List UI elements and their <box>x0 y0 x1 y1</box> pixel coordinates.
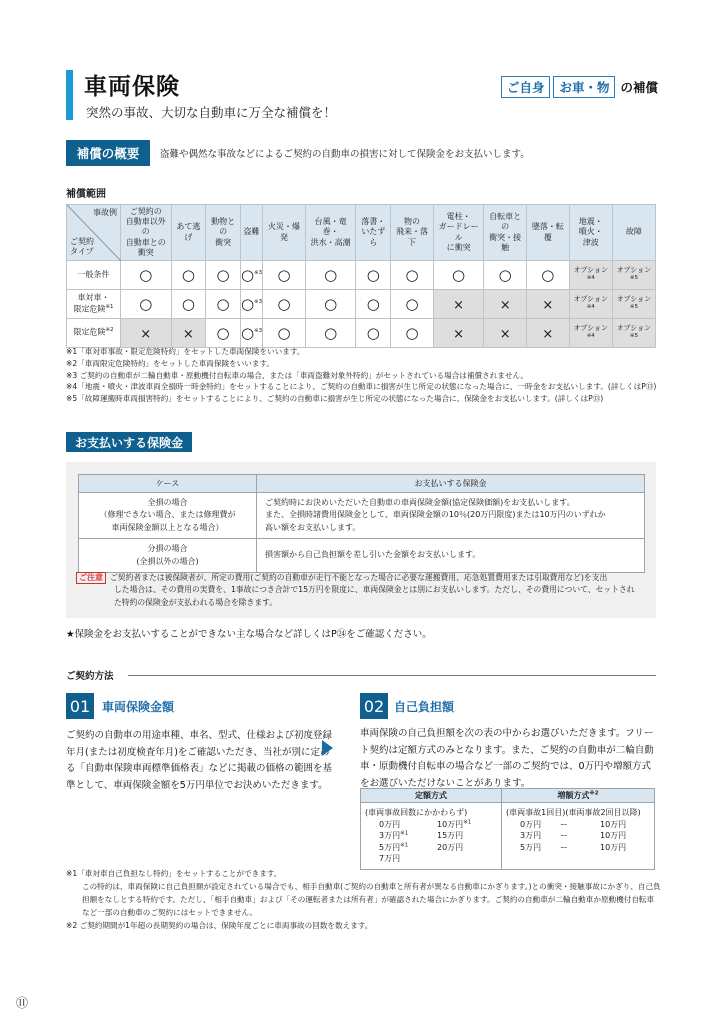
column-header: あて逃げ <box>171 205 206 261</box>
increase-value: ー <box>560 831 568 841</box>
payment-label: お支払いする保険金 <box>66 432 192 452</box>
increase-value: 10万円 <box>600 819 627 829</box>
column-header: 火災・爆発 <box>263 205 306 261</box>
payment-header-amount: お支払いする保険金 <box>257 475 645 493</box>
method-title: ご契約方法 <box>66 671 114 682</box>
column-header: 物の 飛来・落下 <box>391 205 434 261</box>
table-row <box>67 290 656 319</box>
payment-header-case: ケース <box>79 475 257 493</box>
page-number: ⑪ <box>16 996 29 1010</box>
increase-value: 0万円 <box>520 819 542 829</box>
covered-cell: ○ <box>391 319 434 348</box>
coverage-title: 補償範囲 <box>66 189 106 200</box>
covered-cell: ○ <box>206 319 241 348</box>
fixed-value: 0万円 <box>379 819 401 829</box>
coverage-notes <box>66 346 661 405</box>
increase-value: 5万円 <box>520 842 542 852</box>
covered-cell: ○ <box>263 261 306 290</box>
step-1-body: ご契約の自動車の用途車種、車名、型式、仕様および初度登録年月(または初度検査年月)をご確認いただき、当社が別に定める「自動車保険車両標準価格表」などに掲載の価格の範囲を基準として、車両保険金額を5万円単位でお決めいただきます。 <box>66 730 333 791</box>
covered-cell: ○ <box>263 319 306 348</box>
increase-value: ー <box>560 819 568 829</box>
column-header: 墜落・転覆 <box>527 205 570 261</box>
covered-cell: ○ <box>263 290 306 319</box>
covered-cell: ○ <box>356 319 391 348</box>
title-accent-bar <box>66 70 73 120</box>
column-header: 自転車との 衝突・接触 <box>484 205 527 261</box>
amount-total-loss: ご契約時にお決めいただいた自動車の車両保険金額(協定保険価額)をお支払いします。 また、全損時諸費用保険金として、車両保険金額の10％(20万円限度)または10万円のいずれか 高い額をお支払いします。 <box>257 493 645 539</box>
method-notes <box>66 868 661 933</box>
covered-cell: ○ <box>391 290 434 319</box>
covered-cell: ○ <box>356 290 391 319</box>
ded-increase-cell: (車両事故1回目)(車両事故2回目以降) 0万円 ー 10万円 3万円 ー 10万円 5万円 ー 10万円 <box>502 803 655 870</box>
option-cell: オプション$^{※4}$ <box>569 290 612 319</box>
row-label: 一般条件 <box>67 261 121 290</box>
page-subtitle: 突然の事故、大切な自動車に万全な補償を！ <box>86 105 337 120</box>
fixed-value: 3万円$^{※1}$ <box>379 830 409 841</box>
covered-cell: ○ <box>171 290 206 319</box>
step-2-number: 02 <box>360 693 388 719</box>
corner-bottom-label: ご契約 タイプ <box>70 237 94 256</box>
fixed-value: 15万円 <box>437 831 464 841</box>
note-3: ※3 ご契約の自動車が二輪自動車・原動機付自転車の場合、または「車両盗難対象外特約」がセットされている場合は補償されません。 <box>66 370 529 380</box>
case-partial-loss: 分損の場合 (全損以外の場合) <box>79 539 257 573</box>
step-2-body: 車両保険の自己負担額を次の表の中からお選びいただきます。フリート契約は定額方式のみとなります。また、ご契約の自動車が二輪自動車・原動機付自転車の場合など一部のご契約では、0万円や増額方式をお選びいただけないことがあります。 <box>360 728 654 789</box>
tag-car-property: お車・物 <box>553 76 615 98</box>
payment-table <box>78 474 645 573</box>
step-1-number: 01 <box>66 693 94 719</box>
note-2: ※2「車両限定危険特約」をセットした車両保険をいいます。 <box>66 358 275 368</box>
increase-value: 10万円 <box>600 842 627 852</box>
table-row <box>67 319 656 348</box>
corner-header <box>67 205 121 261</box>
option-cell: オプション$^{※5}$ <box>612 261 655 290</box>
covered-cell: ○$^{※3}$ <box>240 319 262 348</box>
table-row <box>67 261 656 290</box>
increase-values <box>506 819 650 854</box>
table-row <box>79 493 645 539</box>
covered-cell: ○ <box>305 290 356 319</box>
corner-top-label: 事故例 <box>93 208 117 217</box>
column-header: 盗難 <box>240 205 262 261</box>
covered-cell: ○$^{※3}$ <box>240 261 262 290</box>
fixed-values <box>365 819 497 865</box>
amount-partial-loss: 損害額から自己負担額を差し引いた金額をお支払いします。 <box>257 539 645 573</box>
not-covered-cell: × <box>171 319 206 348</box>
deductible-table <box>360 788 655 870</box>
star-note: ★保険金をお支払いすることができない主な場合など詳しくはP㉔をご確認ください。 <box>66 629 432 640</box>
table-row <box>79 539 645 573</box>
covered-cell: ○ <box>391 261 434 290</box>
covered-cell: ○ <box>305 261 356 290</box>
arrow-right-icon <box>322 740 333 756</box>
tag-suffix: の補償 <box>620 80 658 95</box>
covered-cell: ○ <box>121 290 172 319</box>
option-cell: オプション$^{※5}$ <box>612 290 655 319</box>
not-covered-cell: × <box>527 319 570 348</box>
column-header: ご契約の 自動車以外の 自動車との 衝突 <box>121 205 172 261</box>
covered-cell: ○ <box>171 261 206 290</box>
note-1: ※1「車対車事故・限定危険特約」をセットした車両保険をいいます。 <box>66 347 305 356</box>
covered-cell: ○ <box>356 261 391 290</box>
increase-value: 3万円 <box>520 831 542 841</box>
not-covered-cell: × <box>527 290 570 319</box>
divider <box>128 675 656 676</box>
covered-cell: ○ <box>206 261 241 290</box>
fixed-value: 20万円 <box>437 842 464 852</box>
not-covered-cell: × <box>484 319 527 348</box>
column-header: 落書・ いたずら <box>356 205 391 261</box>
step-1-title: 車両保険金額 <box>102 700 175 714</box>
column-header: 電柱・ ガードレール に衝突 <box>433 205 483 261</box>
method-note-1: ※1「車対車自己負担なし特約」をセットすることができます。 <box>66 869 282 878</box>
covered-cell: ○ <box>305 319 356 348</box>
column-header: 地震・ 噴火・ 津波 <box>569 205 612 261</box>
not-covered-cell: × <box>121 319 172 348</box>
option-cell: オプション$^{※4}$ <box>569 261 612 290</box>
covered-cell: ○ <box>206 290 241 319</box>
covered-cell: ○ <box>527 261 570 290</box>
coverage-tags <box>501 76 658 98</box>
column-header: 台風・竜巻・ 洪水・高潮 <box>305 205 356 261</box>
covered-cell: ○ <box>484 261 527 290</box>
increase-value: ー <box>560 842 568 852</box>
not-covered-cell: × <box>484 290 527 319</box>
option-cell: オプション$^{※5}$ <box>612 319 655 348</box>
step-2-title: 自己負担額 <box>394 700 455 714</box>
not-covered-cell: × <box>433 319 483 348</box>
column-header: 故障 <box>612 205 655 261</box>
method-note-1-detail: この特約は、車両保険に自己負担額が設定されている場合でも、相手自動車(ご契約の自動車と所有者が異なる自動車にかぎります。)との衝突・接触事故にかぎり、自己負担額をなしとする特約です。ただし、「相手自動車」および「その運転者または所有者」が確認された場合にかぎります。ご契約の自動車が二輪自動車か原動機付自転車など一部の自動車のご契約にはセットできません。 <box>82 881 661 917</box>
option-cell: オプション$^{※4}$ <box>569 319 612 348</box>
coverage-table <box>66 204 656 348</box>
caution-tag: ご注意 <box>76 572 106 584</box>
row-label: 限定危険$^{※2}$ <box>67 319 121 348</box>
overview-label: 補償の概要 <box>66 140 150 166</box>
note-5: ※5「故障運搬時車両損害特約」をセットすることにより、ご契約の自動車に損害が生じ所定の状態になった場合に、保険金をお支払いします。(詳しくはP⑬) <box>66 394 604 404</box>
covered-cell: ○ <box>121 261 172 290</box>
caution-note: ご注意 ご契約者または被保険者が、所定の費用(ご契約の自動車が走行不能となった場合に必要な運搬費用、応急処置費用または引取費用など)を支出 した場合は、その費用の実費を、1事故につき合計で15万円を限度に、車両保険金とは別にお支払いします。ただし、その費用について、セットされ た特約の保険金が支払われる場合を除きます。 <box>76 572 650 609</box>
ded-header-increase: 増額方式$^{※2}$ <box>502 789 655 803</box>
fixed-value: 5万円$^{※1}$ <box>379 842 409 852</box>
fixed-value: 7万円 <box>379 854 401 864</box>
ded-fixed-cell: (車両事故回数にかかわらず) 0万円 10万円$^{※1}$ 3万円$^{※1}$ 15万円 5万円$^{※1}$ 20万円 7万円 <box>361 803 502 870</box>
tag-self: ご自身 <box>501 76 551 98</box>
column-header: 動物との 衝突 <box>206 205 241 261</box>
method-note-2: ※2 ご契約期間が1年超の長期契約の場合は、保険年度ごとに車両事故の回数を数えます。 <box>66 920 373 930</box>
not-covered-cell: × <box>433 290 483 319</box>
page-title: 車両保険 <box>84 74 180 100</box>
case-total-loss: 全損の場合 （修理できない場合、または修理費が 車両保険金額以上となる場合） <box>79 493 257 539</box>
ded-header-fixed: 定額方式 <box>361 789 502 803</box>
row-label: 車対車・ 限定危険$^{※1}$ <box>67 290 121 319</box>
covered-cell: ○$^{※3}$ <box>240 290 262 319</box>
fixed-value: 10万円$^{※1}$ <box>437 818 472 829</box>
note-4: ※4「地震・噴火・津波車両全損時一時金特約」をセットすることにより、ご契約の自動車に損害が生じ所定の状態になった場合に、一時金をお支払いします。(詳しくはP⑬) <box>66 382 657 392</box>
overview-text: 盗難や偶然な事故などによるご契約の自動車の損害に対して保険金をお支払いします。 <box>160 149 530 160</box>
covered-cell: ○ <box>433 261 483 290</box>
increase-value: 10万円 <box>600 831 627 841</box>
